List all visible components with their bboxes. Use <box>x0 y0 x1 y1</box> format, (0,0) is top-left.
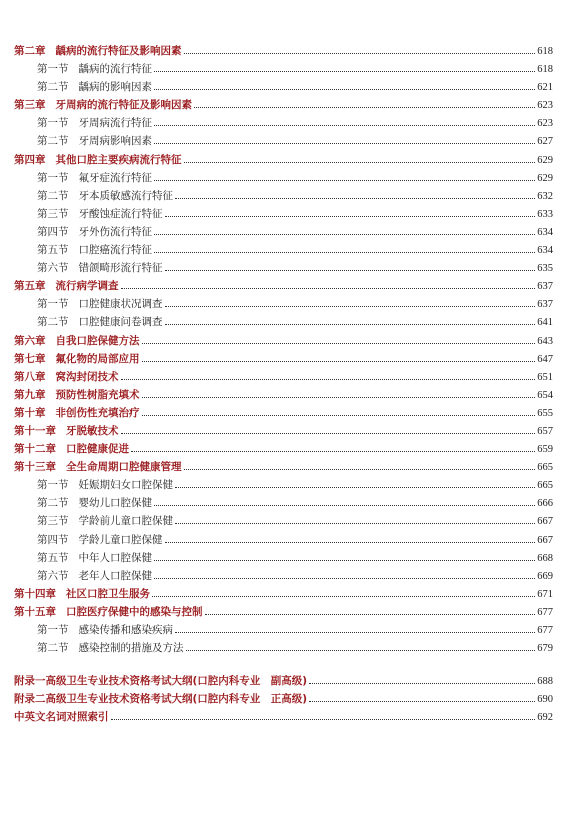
dot-leader <box>165 541 536 543</box>
toc-page-number: 671 <box>537 588 553 600</box>
toc-chapter-row[interactable] <box>14 386 553 404</box>
toc-entry-label: 第一节 <box>37 171 69 184</box>
dot-leader <box>154 504 535 506</box>
toc-entry-label: 第十二章 <box>14 443 56 456</box>
toc-section-row[interactable] <box>14 567 553 585</box>
toc-page-number: 666 <box>537 498 553 510</box>
toc-entry-title: 龋病的流行特征及影响因素 <box>55 45 182 57</box>
toc-section-row[interactable] <box>14 223 553 241</box>
toc-page-number: 677 <box>537 606 553 618</box>
toc-page-number: 633 <box>537 208 553 220</box>
dot-leader <box>165 323 536 325</box>
toc-appendix-row[interactable] <box>14 708 553 726</box>
dot-leader <box>152 595 535 597</box>
dot-leader <box>154 233 535 235</box>
toc-entry-label: 第一节 <box>37 298 69 311</box>
toc-page-number: 659 <box>537 444 553 456</box>
toc-entry-label: 第一节 <box>37 624 69 636</box>
dot-leader <box>121 287 536 289</box>
toc-entry-title: 龋病的影响因素 <box>78 81 152 94</box>
toc-section-row[interactable] <box>14 531 553 549</box>
toc-section-row[interactable] <box>14 259 553 277</box>
toc-entry-title: 牙周病的流行特征及影响因素 <box>55 99 192 112</box>
dot-leader <box>142 396 536 398</box>
toc-page-number: 629 <box>537 172 553 184</box>
toc-entry-title: 中年人口腔保健 <box>78 551 152 564</box>
dot-leader <box>165 215 536 217</box>
toc-entry-title: 婴幼儿口腔保健 <box>78 497 152 510</box>
toc-entry-label: 第十章 <box>14 406 46 419</box>
toc-entry-label: 附录一 <box>14 675 46 688</box>
toc-entry-label: 第十一章 <box>14 424 56 437</box>
toc-chapter-row[interactable] <box>14 42 553 60</box>
toc-entry-title: 其他口腔主要疾病流行特征 <box>55 153 182 166</box>
toc-section-row[interactable] <box>14 313 553 331</box>
toc-entry-label: 第二节 <box>37 642 69 655</box>
toc-page-number: 677 <box>537 625 553 636</box>
table-of-contents <box>14 42 553 726</box>
toc-entry-label: 第二节 <box>37 135 69 148</box>
toc-entry-label: 第三章 <box>14 99 46 112</box>
dot-leader <box>154 559 535 561</box>
toc-entry-label: 第二节 <box>37 189 69 202</box>
toc-entry-title: 口腔癌流行特征 <box>78 244 152 257</box>
toc-section-row[interactable] <box>14 78 553 96</box>
toc-chapter-row[interactable] <box>14 458 553 476</box>
toc-page-number: 627 <box>537 136 553 148</box>
toc-entry-title: 老年人口腔保健 <box>78 569 152 582</box>
toc-entry-title: 学龄前儿童口腔保健 <box>78 515 173 528</box>
toc-section-row[interactable] <box>14 621 553 639</box>
toc-page-number: 623 <box>537 118 553 130</box>
toc-page-number: 647 <box>537 353 553 365</box>
dot-leader <box>154 124 535 126</box>
toc-entry-title: 牙外伤流行特征 <box>78 225 152 238</box>
dot-leader <box>142 342 536 344</box>
toc-entry-label: 第一节 <box>37 479 69 492</box>
dot-leader <box>121 378 536 380</box>
toc-chapter-row[interactable] <box>14 404 553 422</box>
toc-page-number: 618 <box>537 46 553 57</box>
dot-leader <box>165 305 536 307</box>
toc-page-number: 637 <box>537 281 553 293</box>
dot-leader <box>165 269 536 271</box>
toc-entry-title: 氟化物的局部应用 <box>55 352 140 365</box>
toc-entry-title: 龋病的流行特征 <box>78 63 152 76</box>
toc-section-row[interactable] <box>14 169 553 187</box>
toc-page-number: 655 <box>537 407 553 419</box>
toc-page-number: 651 <box>537 371 553 383</box>
toc-page-number: 679 <box>537 643 553 655</box>
toc-entry-label: 第十五章 <box>14 605 56 618</box>
toc-page-number: 641 <box>537 317 553 329</box>
toc-entry-label: 第一节 <box>37 117 69 130</box>
toc-page-number: 643 <box>537 335 553 347</box>
toc-entry-title: 高级卫生专业技术资格考试大纲(口腔内科专业 副高级) <box>45 675 308 688</box>
toc-entry-title: 牙酸蚀症流行特征 <box>78 207 163 220</box>
toc-entry-title: 流行病学调查 <box>55 280 119 293</box>
toc-entry-label: 第三节 <box>37 207 69 220</box>
toc-entry-title: 中英文名词对照索引 <box>14 711 109 724</box>
toc-entry-title: 口腔健康促进 <box>66 443 129 456</box>
toc-entry-title: 自我口腔保健方法 <box>55 334 140 347</box>
toc-entry-label: 第九章 <box>14 388 46 401</box>
toc-page-number: 637 <box>537 299 553 311</box>
toc-entry-label: 第十四章 <box>14 587 56 600</box>
toc-entry-title: 预防性树脂充填术 <box>55 388 140 401</box>
toc-entry-title: 全生命周期口腔健康管理 <box>66 461 182 474</box>
toc-section-row[interactable] <box>14 132 553 150</box>
toc-section-row[interactable] <box>14 187 553 205</box>
toc-page-number: 632 <box>537 190 553 202</box>
dot-leader <box>154 70 535 72</box>
toc-section-row[interactable] <box>14 639 553 657</box>
dot-leader <box>154 179 535 181</box>
toc-entry-title: 高级卫生专业技术资格考试大纲(口腔内科专业 正高级) <box>45 693 308 706</box>
dot-leader <box>186 649 536 651</box>
toc-entry-title: 窝沟封闭技术 <box>55 370 119 383</box>
toc-chapter-row[interactable] <box>14 585 553 603</box>
toc-section-row[interactable] <box>14 295 553 313</box>
toc-section-row[interactable] <box>14 476 553 494</box>
dot-leader <box>154 142 535 144</box>
toc-chapter-row[interactable] <box>14 422 553 440</box>
toc-entry-label: 第十三章 <box>14 461 56 474</box>
toc-page-number: 635 <box>537 263 553 275</box>
dot-leader <box>175 197 535 199</box>
toc-entry-label: 第二章 <box>14 45 46 57</box>
toc-page-number: 618 <box>537 64 553 76</box>
toc-page-number: 634 <box>537 226 553 238</box>
toc-entry-label: 第四节 <box>37 225 69 238</box>
toc-chapter-row[interactable] <box>14 277 553 295</box>
toc-entry-title: 牙周病流行特征 <box>78 117 152 130</box>
toc-gap <box>14 657 553 672</box>
dot-leader <box>154 88 535 90</box>
toc-entry-label: 第四节 <box>37 533 69 546</box>
toc-page-number: 669 <box>537 570 553 582</box>
dot-leader <box>154 251 535 253</box>
toc-appendix-row[interactable] <box>14 672 553 690</box>
toc-chapter-row[interactable] <box>14 350 553 368</box>
dot-leader <box>205 613 536 615</box>
toc-section-row[interactable] <box>14 512 553 530</box>
toc-entry-title: 氟牙症流行特征 <box>78 171 152 184</box>
toc-page-number: 654 <box>537 389 553 401</box>
toc-entry-label: 第八章 <box>14 370 46 383</box>
dot-leader <box>175 631 535 633</box>
toc-entry-label: 第六节 <box>37 262 69 275</box>
toc-entry-title: 口腔医疗保健中的感染与控制 <box>66 605 203 618</box>
toc-entry-title: 感染控制的措施及方法 <box>78 642 184 655</box>
toc-entry-title: 口腔健康问卷调查 <box>78 316 163 329</box>
dot-leader <box>184 161 536 163</box>
toc-entry-label: 第二节 <box>37 81 69 94</box>
toc-page-number: 623 <box>537 100 553 112</box>
toc-entry-label: 第六章 <box>14 334 46 347</box>
toc-entry-title: 学龄儿童口腔保健 <box>78 533 163 546</box>
toc-entry-label: 第四章 <box>14 153 46 166</box>
toc-page-number: 634 <box>537 245 553 257</box>
toc-entry-title: 非创伤性充填治疗 <box>55 406 140 419</box>
toc-page-number: 692 <box>537 712 553 724</box>
toc-page-number: 688 <box>537 676 553 688</box>
dot-leader <box>142 360 536 362</box>
dot-leader <box>121 432 536 434</box>
toc-section-row[interactable] <box>14 494 553 512</box>
toc-section-row[interactable] <box>14 241 553 259</box>
dot-leader <box>131 450 535 452</box>
toc-chapter-row[interactable] <box>14 440 553 458</box>
toc-entry-label: 第五节 <box>37 551 69 564</box>
toc-chapter-row[interactable] <box>14 603 553 621</box>
dot-leader <box>184 52 536 54</box>
toc-entry-title: 错颌畸形流行特征 <box>78 262 163 275</box>
toc-entry-label: 第三节 <box>37 515 69 528</box>
dot-leader <box>309 682 535 684</box>
dot-leader <box>194 106 535 108</box>
dot-leader <box>184 468 536 470</box>
toc-page-number: 629 <box>537 154 553 166</box>
toc-chapter-row[interactable] <box>14 368 553 386</box>
toc-page-number: 665 <box>537 462 553 474</box>
dot-leader <box>142 414 536 416</box>
toc-page-number: 621 <box>537 82 553 94</box>
toc-entry-title: 牙脱敏技术 <box>66 424 119 437</box>
toc-entry-label: 第六节 <box>37 569 69 582</box>
toc-entry-label: 第七章 <box>14 352 46 365</box>
toc-chapter-row[interactable] <box>14 332 553 350</box>
toc-entry-label: 第五章 <box>14 280 46 293</box>
toc-chapter-row[interactable] <box>14 96 553 114</box>
toc-page-number: 665 <box>537 480 553 492</box>
dot-leader <box>175 522 535 524</box>
toc-section-row[interactable] <box>14 549 553 567</box>
toc-section-row[interactable] <box>14 60 553 78</box>
toc-chapter-row[interactable] <box>14 151 553 169</box>
toc-page-number: 690 <box>537 694 553 706</box>
toc-page-number: 667 <box>537 534 553 546</box>
toc-section-row[interactable] <box>14 114 553 132</box>
dot-leader <box>111 718 536 720</box>
toc-entry-title: 感染传播和感染疾病 <box>78 624 173 636</box>
toc-entry-label: 第一节 <box>37 63 69 76</box>
toc-page-number: 668 <box>537 552 553 564</box>
dot-leader <box>309 700 535 702</box>
toc-entry-title: 妊娠期妇女口腔保健 <box>78 479 173 492</box>
toc-entry-label: 第五节 <box>37 244 69 257</box>
toc-entry-title: 牙本质敏感流行特征 <box>78 189 173 202</box>
toc-page-number: 657 <box>537 425 553 437</box>
dot-leader <box>154 577 535 579</box>
toc-entry-label: 附录二 <box>14 693 46 706</box>
toc-entry-label: 第二节 <box>37 316 69 329</box>
toc-entry-label: 第二节 <box>37 497 69 510</box>
toc-entry-title: 口腔健康状况调查 <box>78 298 163 311</box>
toc-entry-title: 牙周病影响因素 <box>78 135 152 148</box>
toc-appendix-row[interactable] <box>14 690 553 708</box>
dot-leader <box>175 486 535 488</box>
toc-section-row[interactable] <box>14 205 553 223</box>
toc-page-number: 667 <box>537 516 553 528</box>
toc-entry-title: 社区口腔卫生服务 <box>66 587 150 600</box>
